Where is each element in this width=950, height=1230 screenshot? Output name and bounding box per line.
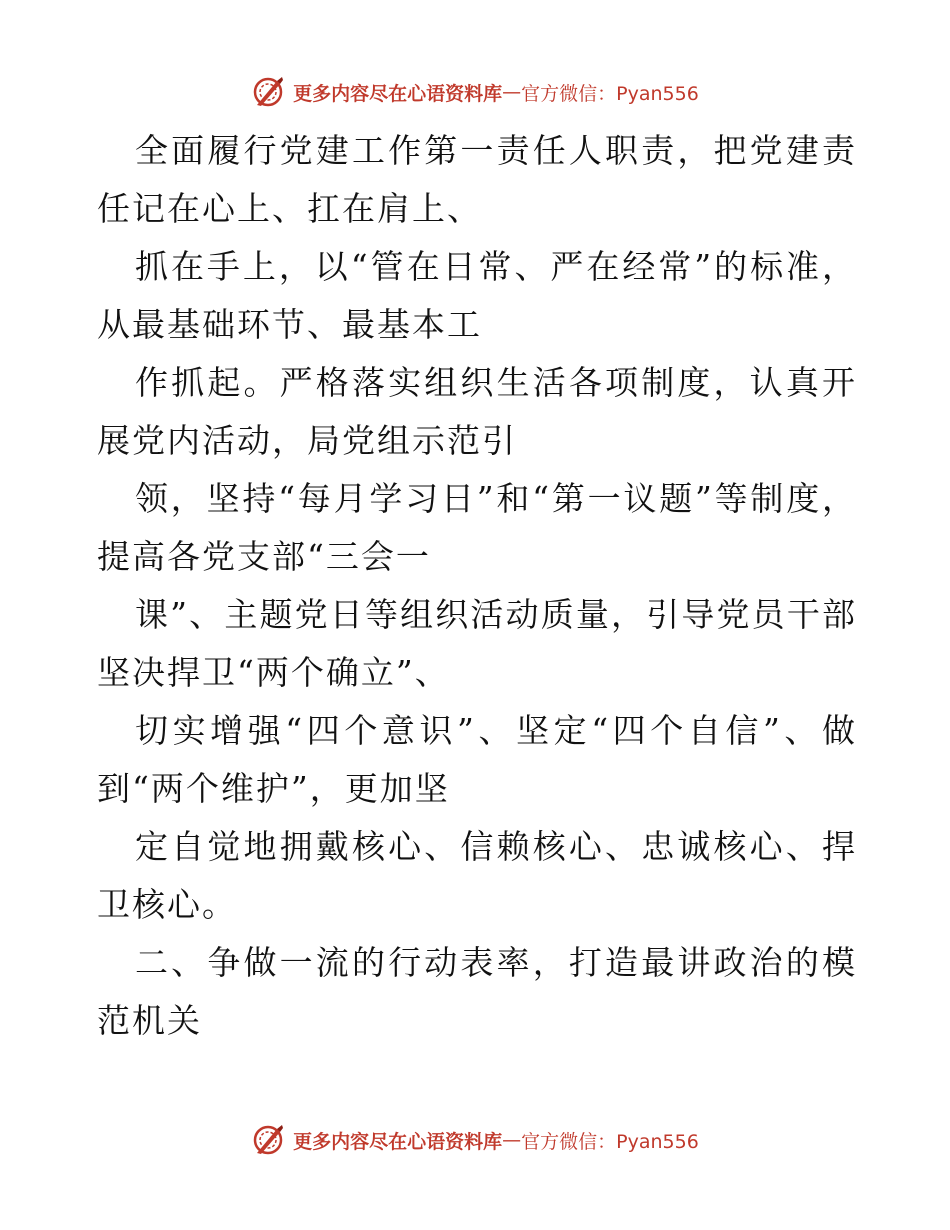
footer-dash: — — [502, 1129, 522, 1151]
paragraph: 课”、主题党日等组织活动质量，引导党员干部坚决捍卫“两个确立”、 — [97, 595, 857, 692]
paragraph: 领，坚持“每月学习日”和“第一议题”等制度，提高各党支部“三会一 — [97, 479, 857, 576]
paragraph: 作抓起。严格落实组织生活各项制度，认真开展党内活动，局党组示范引 — [97, 363, 857, 460]
footer-watermark-banner — [0, 1120, 950, 1160]
footer-brand-text: 更多内容尽在心语资料库 — [293, 1130, 503, 1153]
quill-pen-logo-icon — [251, 1123, 285, 1157]
section-heading: 二、争做一流的行动表率，打造最讲政治的模范机关 — [97, 943, 857, 1040]
header-dash: — — [502, 81, 522, 103]
document-body — [97, 122, 857, 1050]
header-contact-text: 官方微信：Pyan556 — [521, 82, 699, 105]
header-banner-text — [293, 79, 699, 106]
quill-pen-logo-icon — [251, 75, 285, 109]
footer-contact-text: 官方微信：Pyan556 — [521, 1130, 699, 1153]
footer-banner-text — [293, 1127, 699, 1154]
paragraph: 抓在手上，以“管在日常、严在经常”的标准，从最基础环节、最基本工 — [97, 247, 857, 344]
paragraph: 全面履行党建工作第一责任人职责，把党建责任记在心上、扛在肩上、 — [97, 131, 857, 228]
header-brand-text: 更多内容尽在心语资料库 — [293, 82, 503, 105]
paragraph: 切实增强“四个意识”、坚定“四个自信”、做到“两个维护”，更加坚 — [97, 711, 857, 808]
header-watermark-banner — [0, 72, 950, 112]
paragraph: 定自觉地拥戴核心、信赖核心、忠诚核心、捍卫核心。 — [97, 827, 857, 924]
